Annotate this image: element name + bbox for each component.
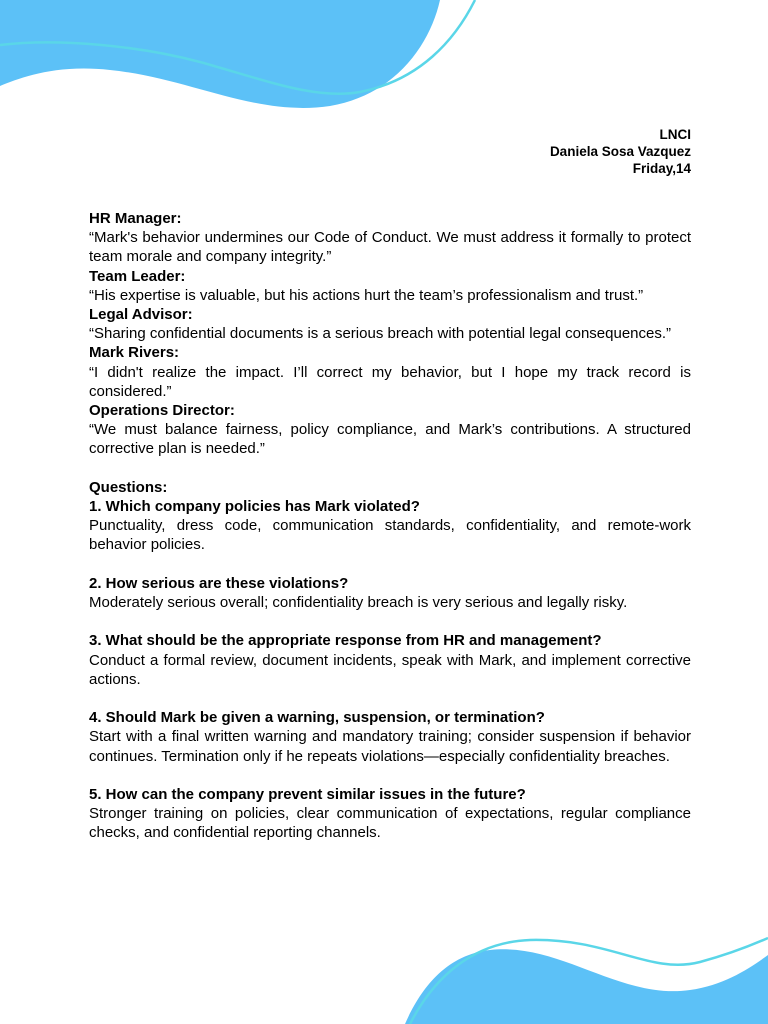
speaker-name: Operations Director:	[89, 402, 235, 420]
questions-heading: Questions:	[89, 478, 168, 496]
speaker-quote: “Sharing confidential documents is a serious breach with potential legal consequences.”	[89, 325, 672, 343]
document-date: Friday,14	[632, 161, 691, 176]
question-text: 1. Which company policies has Mark violated?	[89, 498, 420, 516]
speaker-quote: “Mark's behavior undermines our Code of Conduct. We must address it formally to protect team morale and company integrity.”	[89, 229, 691, 266]
statements-section	[89, 209, 691, 459]
institution-name: LNCI	[659, 127, 691, 142]
author-name: Daniela Sosa Vazquez	[549, 144, 691, 159]
top-wave-decoration	[0, 0, 768, 130]
answer-text: Punctuality, dress code, communication standards, confidentiality, and remote-work behavior policies.	[89, 517, 691, 554]
question-text: 5. How can the company prevent similar issues in the future?	[89, 786, 526, 804]
speaker-name: Team Leader:	[89, 267, 186, 285]
speaker-name: HR Manager:	[89, 210, 182, 227]
question-text: 2. How serious are these violations?	[89, 574, 349, 592]
question-gap	[89, 612, 691, 631]
speaker-name: Mark Rivers:	[89, 344, 180, 362]
section-gap	[89, 459, 691, 478]
answer-text: Start with a final written warning and mandatory training; consider suspension if behavior continues. Termination only if he repeats violations—especially confidentiality breaches.	[89, 728, 691, 765]
answer-text: Stronger training on policies, clear communication of expectations, regular compliance checks, and confidential reporting channels.	[89, 805, 691, 842]
questions-section	[89, 478, 691, 843]
question-text: 3. What should be the appropriate response from HR and management?	[89, 632, 602, 650]
speaker-quote: “His expertise is valuable, but his actions hurt the team’s professionalism and trust.”	[89, 286, 644, 304]
question-gap	[89, 766, 691, 785]
document-body	[89, 209, 691, 843]
answer-text: Conduct a formal review, document incidents, speak with Mark, and implement corrective actions.	[89, 651, 691, 688]
speaker-quote: “We must balance fairness, policy compliance, and Mark’s contributions. A structured corrective plan is needed.”	[89, 421, 691, 458]
question-gap	[89, 555, 691, 574]
answer-text: Moderately serious overall; confidentiality breach is very serious and legally risky.	[89, 594, 628, 612]
question-gap	[89, 689, 691, 708]
question-text: 4. Should Mark be given a warning, suspension, or termination?	[89, 709, 545, 727]
speaker-quote: “I didn't realize the impact. I’ll correct my behavior, but I hope my track record is considered.”	[89, 363, 691, 400]
document-header	[550, 126, 691, 177]
speaker-name: Legal Advisor:	[89, 306, 193, 324]
